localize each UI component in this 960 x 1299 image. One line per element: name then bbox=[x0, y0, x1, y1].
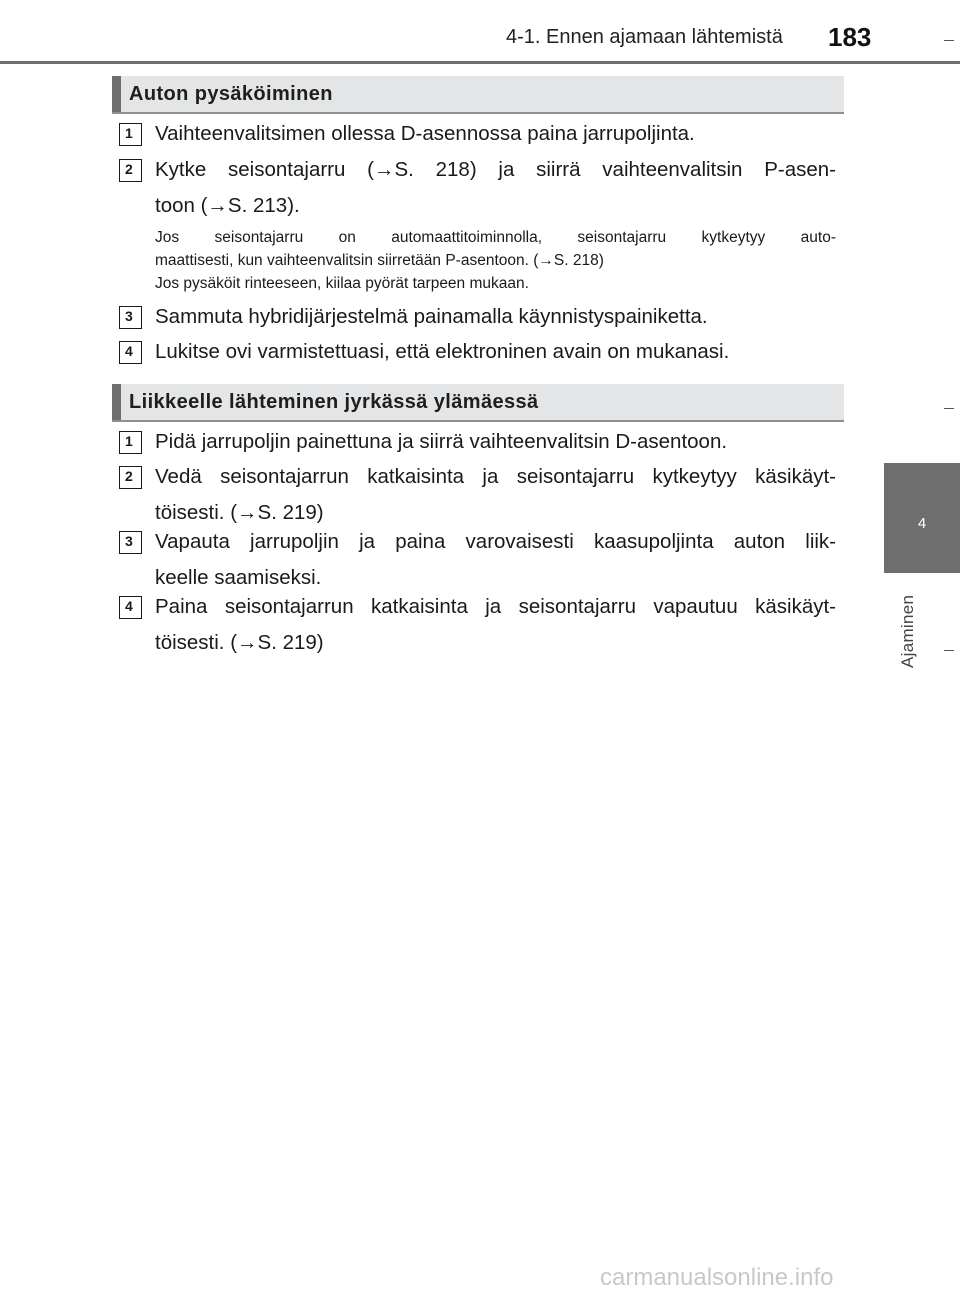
heading-accent bbox=[112, 76, 121, 112]
step-note: Jos seisontajarru on automaattitoiminnolla, seisontajarru kytkeytyy auto- maattisesti, kun vaihteenvalitsin siirretään P-asentoon. (→S. 218) Jos pysäköit rinteeseen, kiilaa pyörät tarpeen mukaan. bbox=[155, 229, 836, 292]
step-number-badge: 3 bbox=[119, 306, 142, 329]
running-header-section: 4-1. Ennen ajamaan lähtemistä bbox=[506, 26, 783, 48]
step-number-badge: 1 bbox=[119, 431, 142, 454]
chapter-name: Ajaminen bbox=[898, 594, 917, 668]
step-number-badge: 2 bbox=[119, 159, 142, 182]
section-title: Auton pysäköiminen bbox=[129, 83, 333, 105]
section-heading-parking bbox=[112, 76, 844, 114]
step-number-badge: 2 bbox=[119, 466, 142, 489]
step-text: Vapauta jarrupoljin ja paina varovaisesti kaasupoljinta auton liik- keelle saamiseksi. bbox=[155, 530, 836, 589]
chapter-number: 4 bbox=[917, 515, 927, 532]
chapter-label bbox=[896, 580, 916, 670]
step-number-badge: 3 bbox=[119, 531, 142, 554]
step-text: Lukitse ovi varmistettuasi, että elektroninen avain on mukanasi. bbox=[155, 340, 730, 363]
crop-mark bbox=[944, 650, 954, 651]
chapter-tab bbox=[884, 463, 960, 573]
step-text: Paina seisontajarrun katkaisinta ja seisontajarru vapautuu käsikäyt- töisesti. (→S. 219) bbox=[155, 595, 836, 654]
page-number: 183 bbox=[828, 22, 872, 52]
step-number-badge: 4 bbox=[119, 596, 142, 619]
step-text: Vaihteenvalitsimen ollessa D-asennossa paina jarrupoljinta. bbox=[155, 122, 695, 145]
watermark: carmanualsonline.info bbox=[600, 1264, 834, 1291]
crop-mark bbox=[944, 408, 954, 409]
section-heading-hill-start bbox=[112, 384, 844, 422]
step-number-badge: 1 bbox=[119, 123, 142, 146]
heading-accent bbox=[112, 384, 121, 420]
step-text: Kytke seisontajarru (→S. 218) ja siirrä vaihteenvalitsin P-asen- toon (→S. 213). bbox=[155, 158, 836, 217]
section-title: Liikkeelle lähteminen jyrkässä ylämäessä bbox=[129, 391, 539, 413]
step-text: Vedä seisontajarrun katkaisinta ja seisontajarru kytkeytyy käsikäyt- töisesti. (→S. 219) bbox=[155, 465, 836, 524]
crop-mark bbox=[944, 40, 954, 41]
step-text: Sammuta hybridijärjestelmä painamalla käynnistyspainiketta. bbox=[155, 305, 708, 328]
step-number-badge: 4 bbox=[119, 341, 142, 364]
header-rule bbox=[0, 61, 960, 64]
step-text: Pidä jarrupoljin painettuna ja siirrä vaihteenvalitsin D-asentoon. bbox=[155, 430, 728, 453]
